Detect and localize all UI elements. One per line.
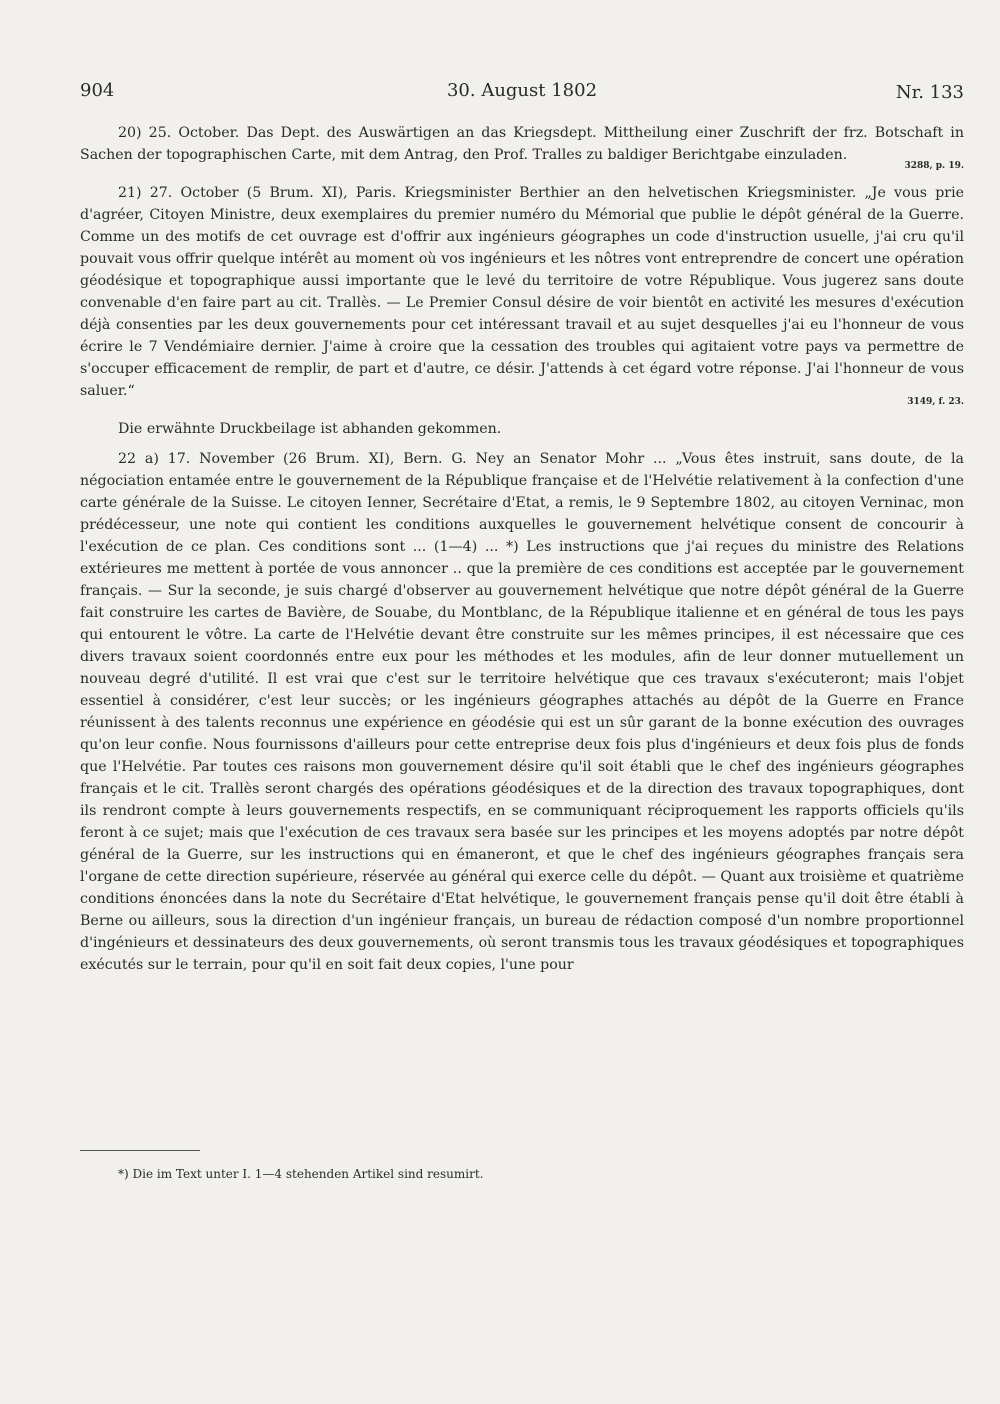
archive-reference: 3149, f. 23. [907,397,964,407]
page-header [80,80,964,110]
document-number: Nr. 133 [895,82,964,103]
entry-20: 20) 25. October. Das Dept. des Auswärtigen an das Kriegsdept. Mittheilung einer Zuschrift der frz. Botschaft in Sachen der topographischen Carte, mit dem Antrag, den Prof. Tralles zu baldiger Berichtgabe einzuladen. [80,125,964,163]
entry-22a: 22 a) 17. November (26 Brum. XI), Bern. G. Ney an Senator Mohr ... „Vous êtes instruit, sans doute, de la négociation entamée entre le gouvernement de la République française et de l'Helvétie relativement à la confection d'une carte générale de la Suisse. Le citoyen Ienner, Secrétaire d'Etat, a remis, le 9 Septembre 1802, au citoyen Verninac, mon prédécesseur, une note qui contient les conditions auxquelles le gouvernement helvétique consent de concourir à l'exécution de ce plan. Ces conditions sont ... (1—4) ... *) Les instructions que j'ai reçues du ministre des Relations extérieures me mettent à portée de vous annoncer .. que la première de ces conditions est acceptée par le gouvernement français. — Sur la seconde, je suis chargé d'observer au gouvernement helvétique que notre dépôt général de la Guerre fait construire les cartes de Bavière, de Souabe, du Montblanc, de la République italienne et en général de tous les pays qui entourent le vôtre. La carte de l'Helvétie devant être construite sur les mêmes principes, il est nécessaire que ces divers travaux soient coordonnés entre eux pour les méthodes et les modules, afin de leur donner mutuellement un nouveau degré d'utilité. Il est vrai que c'est sur le territoire helvétique que ces travaux s'exécuteront; mais l'objet essentiel à considérer, c'est leur succès; or les ingénieurs géographes attachés au dépôt de la Guerre en France réunissent à des talents reconnus une expérience en géodésie qui est un sûr garant de la bonne exécution des ouvrages qu'on leur confie. Nous fournissons d'ailleurs pour cette entreprise deux fois plus d'ingénieurs et deux fois plus de fonds que l'Helvétie. Par toutes ces raisons mon gouvernement désire qu'il soit établi que le chef des ingénieurs géographes français et le cit. Trallès seront chargés des opérations géodésiques et de la direction des travaux topographiques, dont ils rendront compte à leurs gouvernements respectifs, en se communiquant réciproquement les rapports officiels qu'ils feront à ce sujet; mais que l'exécution de ces travaux sera basée sur les principes et les moyens adoptés par notre dépôt général de la Guerre, sur les instructions qui en émaneront, et que le chef des ingénieurs géographes français sera l'organe de cette direction supérieure, réservée au général qui exerce celle du dépôt. — Quant aux troisième et quatrième conditions énoncées dans la note du Secrétaire d'Etat helvétique, le gouvernement français pense qu'il doit être établi à Berne ou ailleurs, sous la direction d'un ingénieur français, un bureau de rédaction composé d'un nombre proportionnel d'ingénieurs et dessinateurs des deux gouvernements, où seront transmis tous les travaux géodésiques et topographiques exécutés sur le terrain, pour qu'il en soit fait deux copies, l'une pour [80,451,964,973]
editorial-note: Die erwähnte Druckbeilage ist abhanden gekommen. [118,421,502,437]
header-date: 30. August 1802 [446,80,598,101]
footnote-divider [80,1150,200,1151]
page-number: 904 [80,80,115,101]
footnote: *) Die im Text unter I. 1—4 stehenden Artikel sind resumirt. [118,1167,484,1181]
entry-21: 21) 27. October (5 Brum. XI), Paris. Kriegsminister Berthier an den helvetischen Kriegsminister. „Je vous prie d'agréer, Citoyen Ministre, deux exemplaires du premier numéro du Mémorial que publie le dépôt général de la Guerre. Comme un des motifs de cet ouvrage est d'offrir aux ingénieurs géographes un code d'instruction usuelle, j'ai cru qu'il pouvait vous offrir quelque intérêt au moment où vos ingénieurs et les nôtres vont entreprendre de concert une opération géodésique et topographique aussi importante que le levé du territoire de votre République. Vous jugerez sans doute convenable d'en faire part au cit. Trallès. — Le Premier Consul désire de voir bientôt en activité les mesures d'exécution déjà consenties par les deux gouvernements pour cet intéressant travail et au sujet desquelles j'ai eu l'honneur de vous écrire le 7 Vendémiaire dernier. J'aime à croire que la cessation des troubles qui agitaient votre pays va permettre de s'occuper efficacement de remplir, de part et d'autre, ce désir. J'attends à cet égard votre réponse. J'ai l'honneur de vous saluer.“ [80,185,964,399]
body-text [80,122,964,984]
archive-reference: 3288, p. 19. [904,161,964,171]
